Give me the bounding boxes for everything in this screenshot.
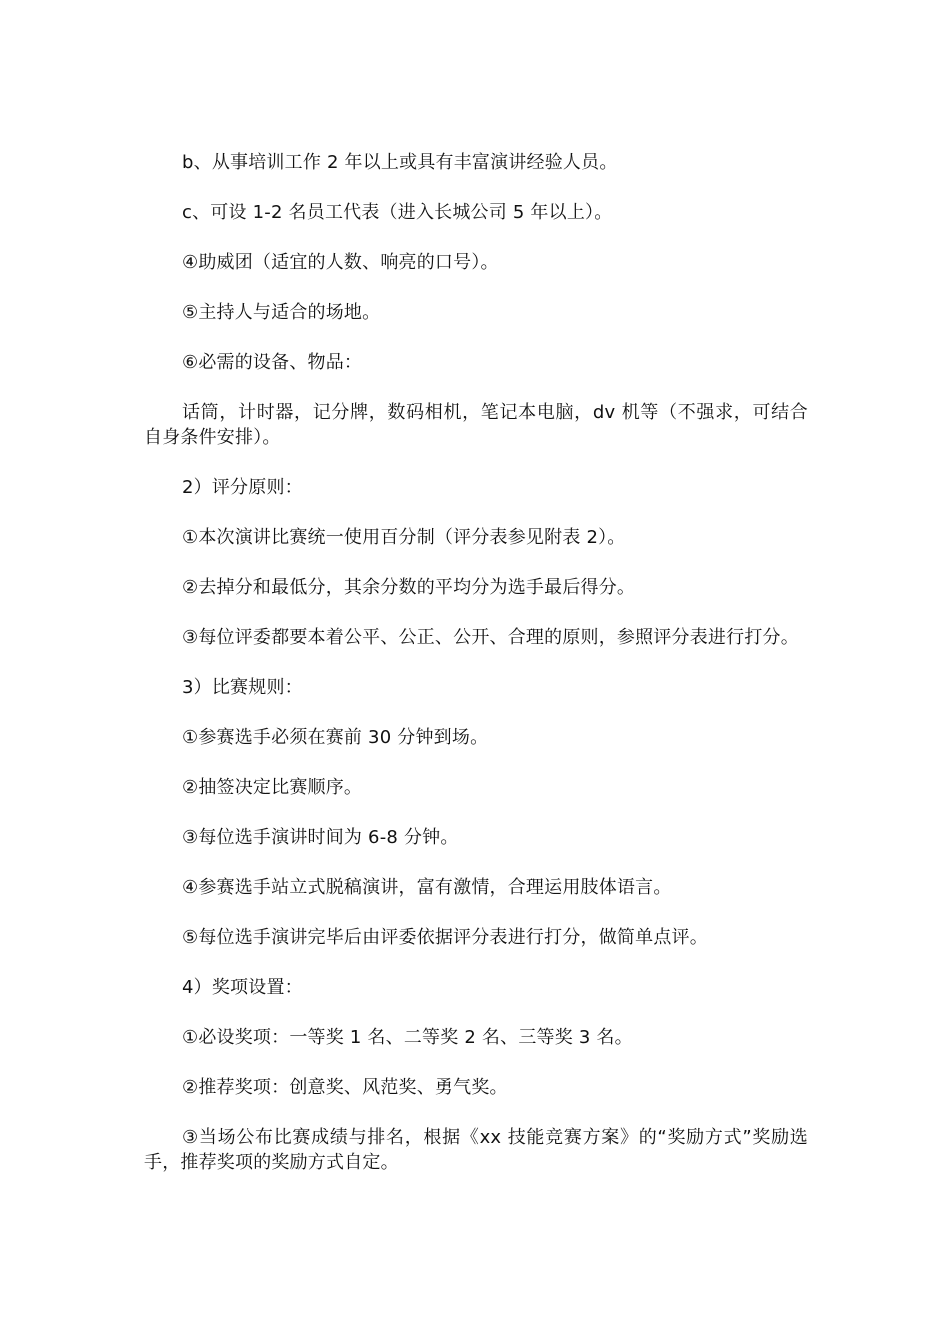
paragraph-judge-qualification: b、从事培训工作 2 年以上或具有丰富演讲经验人员。 (182, 152, 618, 173)
paragraph-equipment-heading: ⑥必需的设备、物品： (182, 352, 363, 373)
paragraph-awards-recommended: ②推荐奖项：创意奖、风范奖、勇气奖。 (182, 1077, 508, 1098)
paragraph-awards-announcement: ③当场公布比赛成绩与排名，根据《xx 技能竞赛方案》的“奖励方式”奖励选手，推荐奖项的奖励方式自定。 (144, 1127, 808, 1173)
paragraph-scoring-system: ①本次演讲比赛统一使用百分制（评分表参见附表 2）。 (182, 527, 626, 548)
paragraph-host-venue: ⑤主持人与适合的场地。 (182, 302, 381, 323)
paragraph-scoring-average: ②去掉分和最低分，其余分数的平均分为选手最后得分。 (182, 577, 636, 598)
paragraph-rule-draw: ②抽签决定比赛顺序。 (182, 777, 363, 798)
paragraph-equipment-list: 话筒，计时器，记分牌，数码相机，笔记本电脑，dv 机等（不强求，可结合自身条件安排）。 (144, 402, 808, 448)
paragraph-rule-arrival: ①参赛选手必须在赛前 30 分钟到场。 (182, 727, 489, 748)
paragraph-employee-representative: c、可设 1-2 名员工代表（进入长城公司 5 年以上）。 (182, 202, 613, 223)
paragraph-rule-delivery: ④参赛选手站立式脱稿演讲，富有激情，合理运用肢体语言。 (182, 877, 672, 898)
section-heading-scoring: 2）评分原则： (182, 477, 303, 498)
paragraph-scoring-fairness: ③每位评委都要本着公平、公正、公开、合理的原则，参照评分表进行打分。 (182, 627, 799, 648)
section-heading-awards: 4）奖项设置： (182, 977, 303, 998)
section-heading-rules: 3）比赛规则： (182, 677, 303, 698)
document-page (144, 150, 808, 1200)
paragraph-rule-time: ③每位选手演讲时间为 6-8 分钟。 (182, 827, 459, 848)
paragraph-awards-required: ①必设奖项：一等奖 1 名、二等奖 2 名、三等奖 3 名。 (182, 1027, 633, 1048)
paragraph-cheer-team: ④助威团（适宜的人数、响亮的口号）。 (182, 252, 499, 273)
paragraph-rule-judging: ⑤每位选手演讲完毕后由评委依据评分表进行打分，做简单点评。 (182, 927, 708, 948)
